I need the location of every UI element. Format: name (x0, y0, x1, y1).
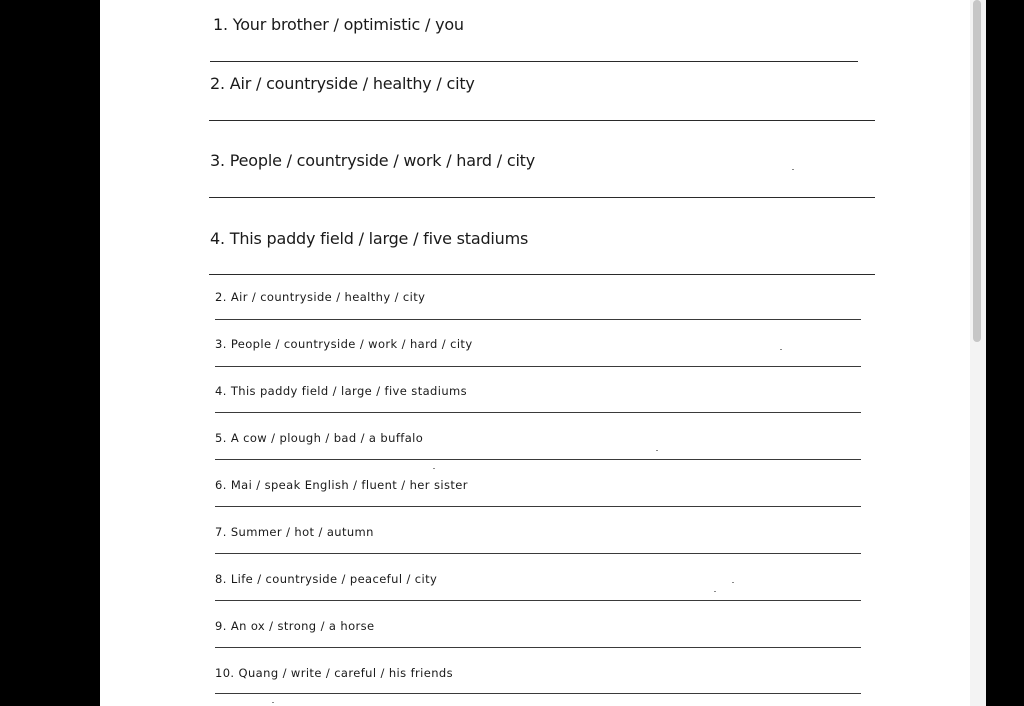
question-small-7: 7. Summer / hot / autumn (215, 525, 374, 539)
answer-line-small-7 (215, 553, 861, 554)
scan-speck (792, 169, 794, 170)
scan-speck (272, 702, 274, 703)
scan-speck (732, 582, 734, 583)
scan-speck (780, 349, 782, 350)
scan-speck (714, 591, 716, 592)
answer-line-1 (210, 61, 858, 62)
question-small-2: 2. Air / countryside / healthy / city (215, 290, 426, 304)
answer-line-small-4 (215, 412, 861, 413)
question-small-8: 8. Life / countryside / peaceful / city (215, 572, 438, 586)
answer-line-3 (209, 197, 875, 198)
answer-line-small-10 (215, 693, 861, 694)
answer-line-4 (209, 274, 875, 275)
question-small-3: 3. People / countryside / work / hard / city (215, 337, 473, 351)
question-2: 2. Air / countryside / healthy / city (210, 74, 475, 93)
answer-line-2 (209, 120, 875, 121)
answer-line-small-6 (215, 506, 861, 507)
question-1: 1. Your brother / optimistic / you (213, 15, 464, 34)
question-small-6: 6. Mai / speak English / fluent / her sister (215, 478, 468, 492)
scan-speck (656, 450, 658, 451)
answer-line-small-3 (215, 366, 861, 367)
answer-line-small-9 (215, 647, 861, 648)
answer-line-small-5 (215, 459, 861, 460)
question-small-4: 4. This paddy field / large / five stadiums (215, 384, 468, 398)
question-small-5: 5. A cow / plough / bad / a buffalo (215, 431, 424, 445)
scan-speck (433, 468, 435, 469)
question-small-10: 10. Quang / write / careful / his friends (215, 666, 453, 680)
question-small-9: 9. An ox / strong / a horse (215, 619, 375, 633)
answer-line-small-8 (215, 600, 861, 601)
worksheet-page (100, 0, 970, 706)
question-3: 3. People / countryside / work / hard / city (210, 151, 536, 170)
answer-line-small-2 (215, 319, 861, 320)
question-4: 4. This paddy field / large / five stadiums (210, 229, 529, 248)
scrollbar-thumb[interactable] (973, 0, 981, 342)
